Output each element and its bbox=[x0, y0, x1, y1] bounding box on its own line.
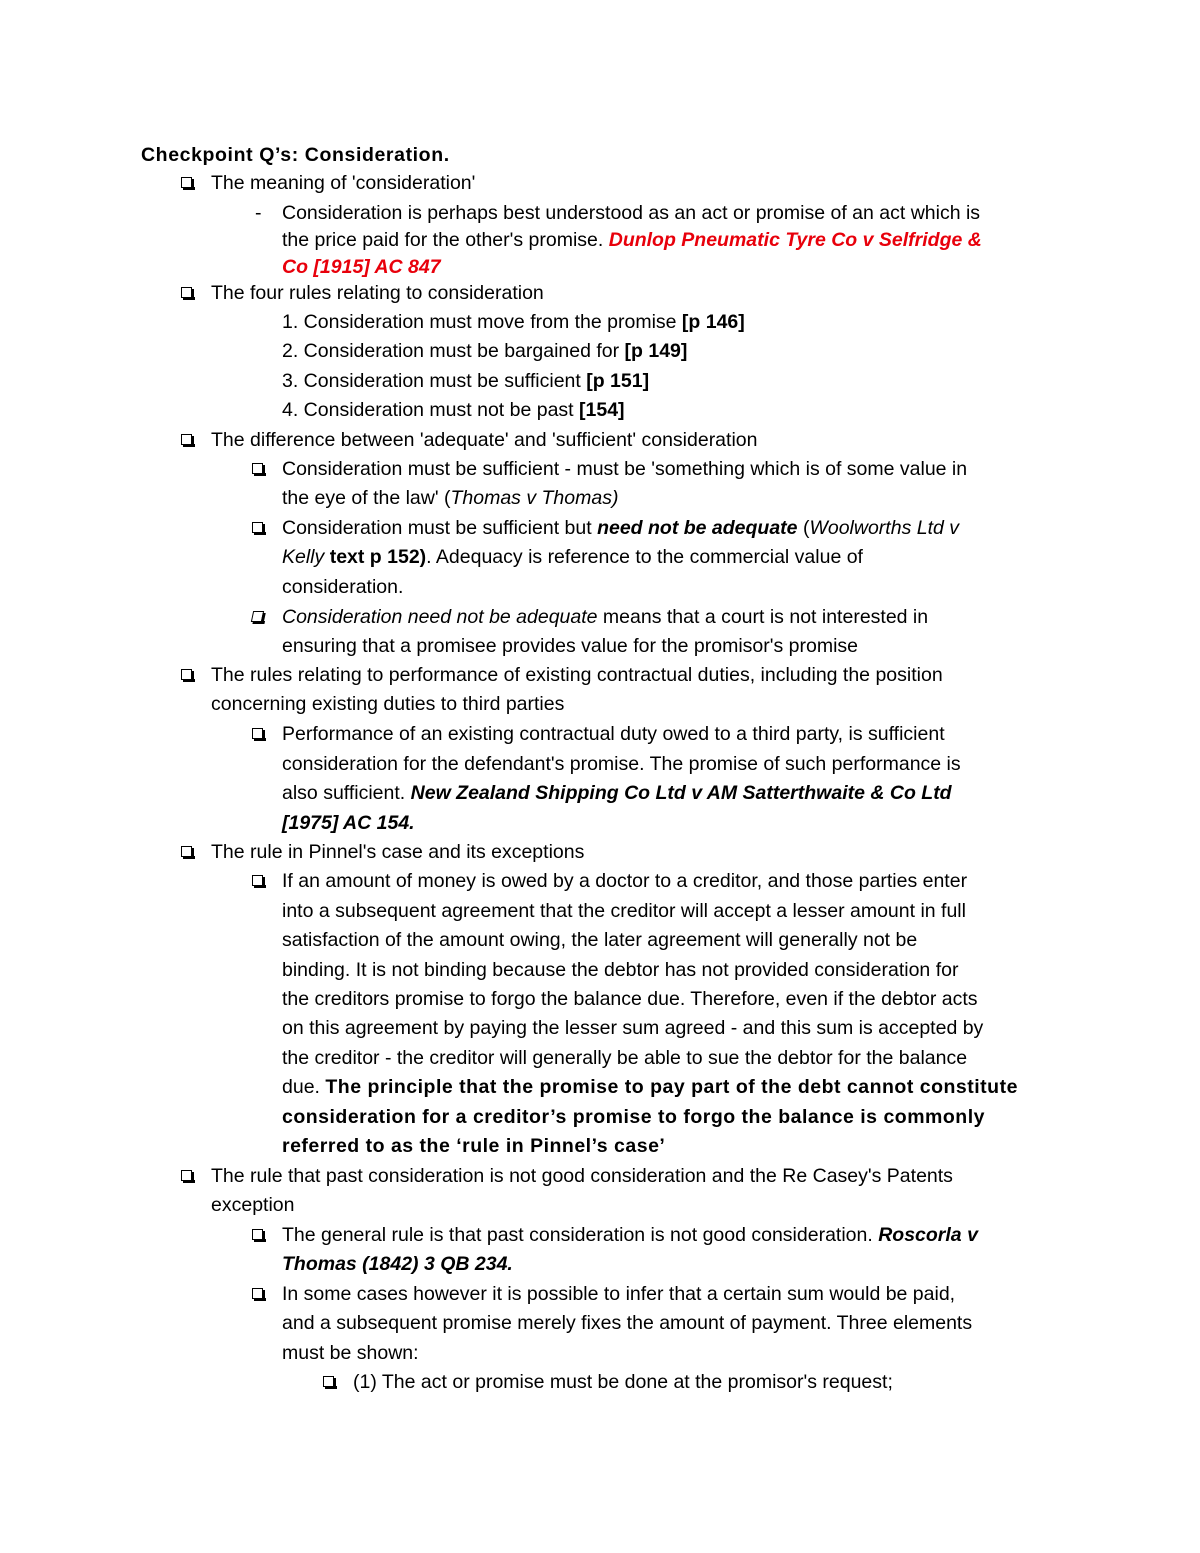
list-item: also sufficient. New Zealand Shipping Co Ltd v AM Satterthwaite & Co Ltd bbox=[282, 782, 952, 804]
checkbox-icon bbox=[252, 875, 263, 886]
list-item: Consideration need not be adequate means that a court is not interested in bbox=[282, 606, 929, 628]
list-item: The rule in Pinnel's case and its exceptions bbox=[211, 841, 585, 863]
checkbox-icon bbox=[323, 1376, 334, 1387]
checkbox-icon bbox=[181, 287, 192, 298]
list-item: the price paid for the other's promise. Dunlop Pneumatic Tyre Co v Selfridge & bbox=[282, 229, 982, 251]
list-item: must be shown: bbox=[282, 1342, 419, 1364]
list-item: on this agreement by paying the lesser sum agreed - and this sum is accepted by bbox=[282, 1017, 984, 1039]
checkbox-icon bbox=[252, 463, 263, 474]
list-item: consideration for a creditor’s promise to forgo the balance is commonly bbox=[282, 1106, 985, 1128]
checkbox-icon bbox=[252, 1229, 263, 1240]
list-item: binding. It is not binding because the debtor has not provided consideration for bbox=[282, 959, 959, 981]
case-citation: Thomas (1842) 3 QB 234. bbox=[282, 1253, 513, 1275]
case-citation: Dunlop Pneumatic Tyre Co v Selfridge & bbox=[608, 229, 982, 251]
list-item: Performance of an existing contractual duty owed to a third party, is sufficient bbox=[282, 723, 945, 745]
case-citation: New Zealand Shipping Co Ltd v AM Satterthwaite & Co Ltd bbox=[410, 782, 952, 804]
case-citation: Co [1915] AC 847 bbox=[282, 256, 441, 278]
page-title: Checkpoint Q’s: Consideration. bbox=[141, 144, 450, 166]
list-item: the eye of the law' (Thomas v Thomas) bbox=[282, 487, 619, 509]
numbered-item: 2. Consideration must be bargained for [p 149] bbox=[282, 340, 688, 362]
list-item: The meaning of 'consideration' bbox=[211, 172, 476, 194]
numbered-item: 4. Consideration must not be past [154] bbox=[282, 399, 625, 421]
list-item: into a subsequent agreement that the creditor will accept a lesser amount in full bbox=[282, 900, 966, 922]
list-item: The four rules relating to consideration bbox=[211, 282, 544, 304]
list-item: and a subsequent promise merely fixes the amount of payment. Three elements bbox=[282, 1312, 973, 1334]
checkbox-icon bbox=[181, 1170, 192, 1181]
checkbox-icon bbox=[181, 846, 192, 857]
checkbox-icon bbox=[181, 669, 192, 680]
numbered-item: 3. Consideration must be sufficient [p 151] bbox=[282, 370, 650, 392]
checkbox-icon bbox=[181, 434, 192, 445]
list-item: Consideration is perhaps best understood as an act or promise of an act which is bbox=[282, 202, 981, 224]
list-item: concerning existing duties to third parties bbox=[211, 693, 565, 715]
list-item: the creditors promise to forgo the balance due. Therefore, even if the debtor acts bbox=[282, 988, 978, 1010]
list-item: The general rule is that past consideration is not good consideration. Roscorla v bbox=[282, 1224, 978, 1246]
checkbox-icon bbox=[181, 177, 192, 188]
list-item: Consideration must be sufficient - must be 'something which is of some value in bbox=[282, 458, 968, 480]
list-item: In some cases however it is possible to infer that a certain sum would be paid, bbox=[282, 1283, 956, 1305]
list-item: Consideration must be sufficient but need not be adequate (Woolworths Ltd v bbox=[282, 517, 960, 539]
checkbox-icon bbox=[252, 522, 263, 533]
numbered-item: 1. Consideration must move from the promise [p 146] bbox=[282, 311, 745, 333]
list-item: Kelly text p 152). Adequacy is reference to the commercial value of bbox=[282, 546, 863, 568]
list-item: The rule that past consideration is not good consideration and the Re Casey's Patents bbox=[211, 1165, 953, 1187]
list-item: (1) The act or promise must be done at the promisor's request; bbox=[353, 1371, 893, 1393]
list-item: The difference between 'adequate' and 'sufficient' consideration bbox=[211, 429, 758, 451]
list-item: The rules relating to performance of existing contractual duties, including the position bbox=[211, 664, 943, 686]
list-item: referred to as the ‘rule in Pinnel’s case’ bbox=[282, 1135, 666, 1157]
checkbox-icon bbox=[252, 1288, 263, 1299]
case-citation: Roscorla v bbox=[878, 1224, 978, 1246]
list-item: consideration. bbox=[282, 576, 404, 598]
list-item: If an amount of money is owed by a doctor to a creditor, and those parties enter bbox=[282, 870, 968, 892]
list-item: consideration for the defendant's promise. The promise of such performance is bbox=[282, 753, 961, 775]
checkbox-icon bbox=[251, 611, 264, 622]
list-item: ensuring that a promisee provides value for the promisor's promise bbox=[282, 635, 858, 657]
checkbox-icon bbox=[252, 728, 263, 739]
dash-bullet: - bbox=[255, 202, 262, 224]
list-item: satisfaction of the amount owing, the later agreement will generally not be bbox=[282, 929, 918, 951]
case-citation: [1975] AC 154. bbox=[282, 812, 415, 834]
list-item: exception bbox=[211, 1194, 295, 1216]
list-item: due. The principle that the promise to pay part of the debt cannot constitute bbox=[282, 1076, 1018, 1098]
list-item: the creditor - the creditor will generally be able to sue the debtor for the balance bbox=[282, 1047, 968, 1069]
